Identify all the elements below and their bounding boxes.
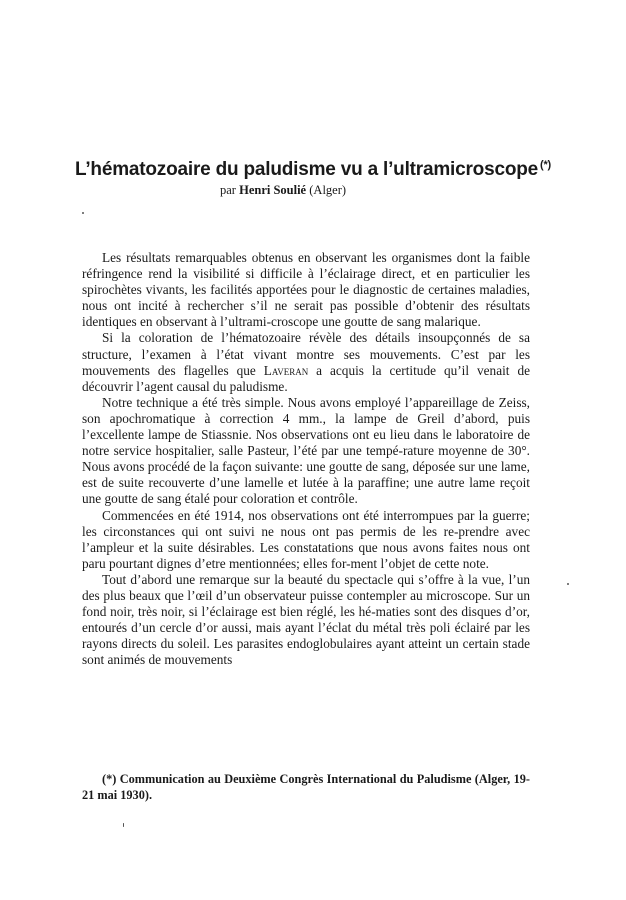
title-text: L’hématozoaire du paludisme vu a l’ultramicroscope	[74, 158, 538, 180]
scan-speck	[82, 212, 84, 214]
scan-speck	[567, 583, 569, 585]
paragraph-2-before: Si la coloration de l’hématozoaire révèle des détails insoupçonnés de sa structure, l’examen à l’état vivant montre ses mouvements. C’est par les mouvements des flagelles que	[82, 330, 530, 378]
footnote-text: Communication au Deuxième Congrès International du Paludisme (Alger, 19-21 mai 1930).	[82, 772, 530, 802]
paragraph-2-after: a acquis la certitude qu’il venait de découvrir l’agent causal du paludisme.	[82, 362, 530, 394]
author-location: (Alger)	[309, 183, 347, 197]
title-footnote-marker: (*)	[540, 158, 552, 171]
paragraph-2	[82, 330, 530, 394]
paragraph-3: Notre technique a été très simple. Nous avons employé l’appareillage de Zeiss, son apochromatique à correction 4 mm., la lampe de Greil d’abord, puis l’excellente lampe de Stiassnie. Nos observations ont eu lieu dans le laboratoire de notre service hospitalier, salle Pasteur, l’été par une tempé-rature moyenne de 30°. Nous avons procédé de la façon suivante: une goutte de sang, déposée sur une lame, est de suite recouverte d’une lamelle et lutée à la paraffine; une autre lame reçoit une goutte de sang étalé pour coloration et contrôle.	[82, 394, 530, 507]
byline	[220, 183, 420, 198]
scan-speck	[123, 823, 124, 827]
paragraph-1: Les résultats remarquables obtenus en observant les organismes dont la faible réfringence rend la visibilité si difficile à l’éclairage direct, et en particulier les spirochètes vivants, les facilités apportées pour le diagnostic de certaines maladies, nous ont incité à rechercher s’il ne serait pas possible d’obtenir des résultats identiques en observant à l’ultrami-croscope une goutte de sang malarique.	[82, 250, 530, 330]
author-name: Henri Soulié	[239, 183, 307, 197]
article-title	[40, 159, 586, 181]
footnote-marker: (*)	[102, 772, 117, 786]
footnote	[82, 771, 530, 803]
paragraph-5: Tout d’abord une remarque sur la beauté du spectacle qui s’offre à la vue, l’un des plus beaux que l’œil d’un observateur puisse contempler au microscope. Sur un fond noir, très noir, si l’éclairage est bien réglé, les hé-maties sont des disques d’or, entourés d’un cercle d’or aussi, mais ayant l’éclat du métal très poli éclairé par les rayons directs du soleil. Les parasites endoglobulaires ayant atteint un certain stade sont animés de mouvements	[82, 571, 530, 668]
laveran-name: Laveran	[263, 362, 309, 378]
paragraph-4: Commencées en été 1914, nos observations ont été interrompues par la guerre; les circonstances qui ont suivi ne nous ont pas permis de les re-prendre avec l’ampleur et la suite désirables. Les constatations que nous avons faites nous ont paru pourtant dignes d’etre mentionnées; elles for-ment l’objet de cette note.	[82, 507, 530, 571]
byline-prefix: par	[220, 183, 236, 197]
article-body	[82, 250, 530, 668]
footnote-line	[82, 771, 530, 803]
